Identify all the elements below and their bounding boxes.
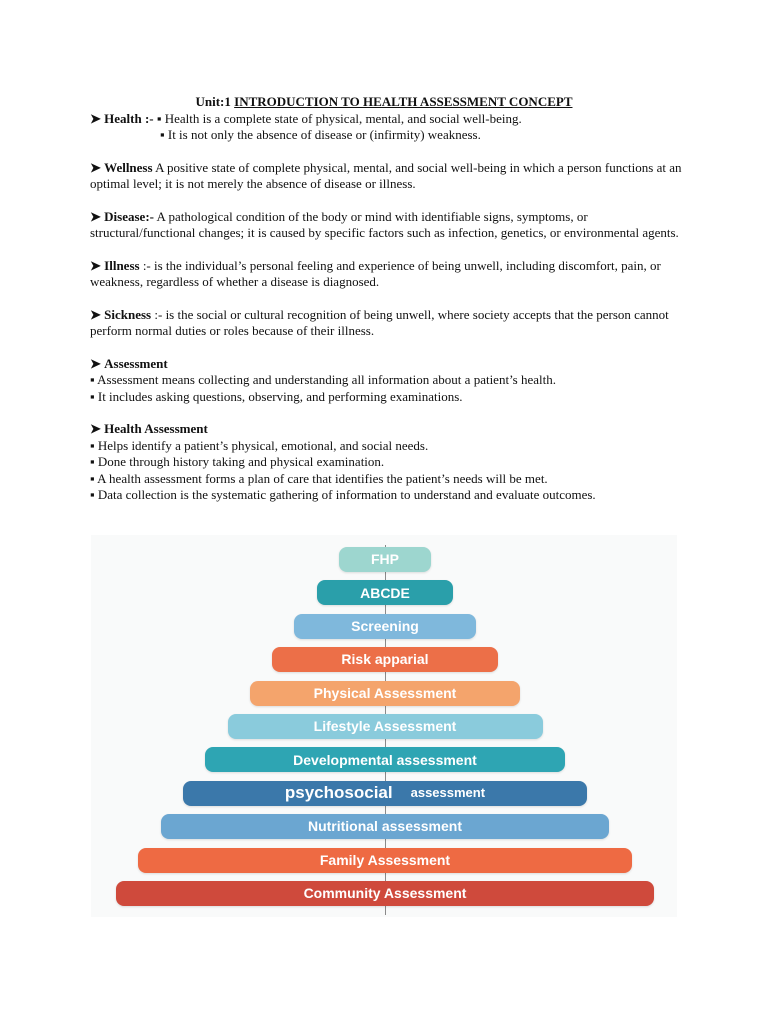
wellness-text: A positive state of complete physical, mental, and social well-being in which a person functions at an optimal level; it is not merely the absence of disease or illness. [90,159,682,191]
pyramid-level [161,814,610,839]
title-text: INTRODUCTION TO HEALTH ASSESSMENT CONCEPT [234,94,573,109]
pyramid-level-label: Nutritional assessment [307,818,463,835]
arrow-icon: ➤ [90,355,101,371]
disease-definition [90,209,690,242]
pyramid-level [116,881,654,906]
wellness-term: Wellness [104,159,153,175]
pyramid-level [317,580,454,605]
assessment-pyramid-figure [91,535,677,917]
pyramid-level-label: Developmental assessment [293,751,477,768]
pyramid-level-label: Screening [351,618,419,635]
pyramid-level [138,848,631,873]
list-item: ▪ A health assessment forms a plan of care that identifies the patient’s needs will be met. [90,470,548,486]
illness-term: Illness [104,257,140,273]
assessment-term: Assessment [104,355,168,371]
pyramid-level [272,647,498,672]
pyramid-level-label: Risk apparial [341,651,429,668]
unit-label: Unit:1 [195,94,231,109]
pyramid-level [294,614,475,639]
page-title [78,94,690,111]
list-item: ▪ Done through history taking and physical examination. [90,454,385,469]
health-term: Health :- [104,110,154,126]
arrow-icon: ➤ [90,257,101,273]
arrow-icon: ➤ [90,306,101,322]
health-line-1: ▪ Health is a complete state of physical, mental, and social well-being. [156,110,522,126]
pyramid-level-label: ABCDE [360,584,410,601]
pyramid-level-label: Lifestyle Assessment [313,718,457,735]
document-body [90,94,690,504]
pyramid-level-label: Physical Assessment [313,684,457,701]
wellness-definition [90,160,690,193]
pyramid-level-label: FHP [371,551,399,568]
pyramid-level-label: Community Assessment [303,885,467,902]
sickness-text: :- is the social or cultural recognition of being unwell, where society accepts that the person cannot perform normal duties or roles because of their illness. [90,306,669,338]
list-item: ▪ Helps identify a patient’s physical, emotional, and social needs. [90,437,429,453]
arrow-icon: ➤ [90,159,101,175]
pyramid-level [183,781,587,806]
health-assessment-section [90,421,690,504]
illness-text: :- is the individual’s personal feeling and experience of being unwell, including discomfort, pain, or weakness, regardless of whether a disease is diagnosed. [90,257,661,289]
arrow-icon: ➤ [90,421,101,436]
health-line-2: ▪ It is not only the absence of disease or (infirmity) weakness. [160,127,481,142]
sickness-definition [90,307,690,340]
disease-term: Disease:- [104,208,154,224]
list-item: ▪ Data collection is the systematic gathering of information to understand and evaluate outcomes. [90,487,596,502]
pyramid-level [205,747,565,772]
pyramid-level [228,714,543,739]
assessment-section [90,356,690,406]
health-definition [90,111,690,144]
health-assessment-term: Health Assessment [104,421,208,436]
disease-text: A pathological condition of the body or mind with identifiable signs, symptoms, or structural/functional changes; it is caused by specific factors such as infection, genetics, or environmental agents. [90,208,679,240]
pyramid-level-label: psychosocial [284,783,393,803]
pyramid-level [250,681,520,706]
pyramid-level-label-secondary: assessment [410,785,486,801]
illness-definition [90,258,690,291]
pyramid-level-label: Family Assessment [319,851,451,868]
arrow-icon: ➤ [90,110,101,126]
sickness-term: Sickness [104,306,152,322]
pyramid-level [339,547,431,572]
list-item: ▪ It includes asking questions, observing, and performing examinations. [90,388,463,404]
arrow-icon: ➤ [90,208,101,224]
list-item: ▪ Assessment means collecting and understanding all information about a patient’s health. [90,372,557,387]
